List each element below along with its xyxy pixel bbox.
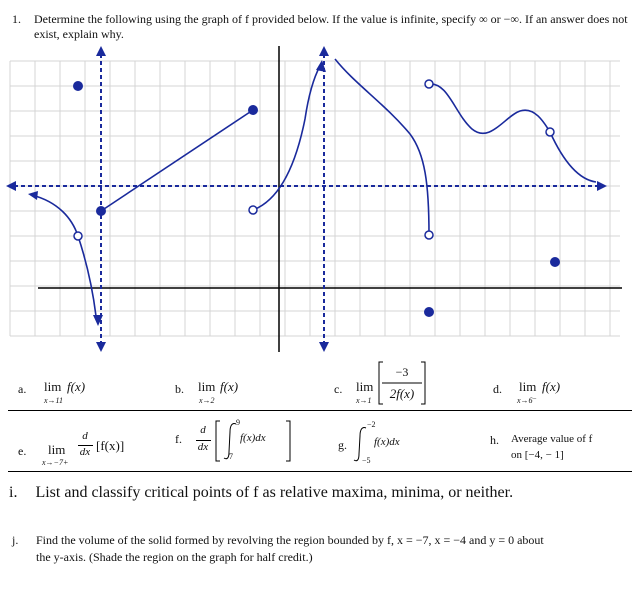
curve-piece-1 [32, 195, 96, 316]
closed-point [248, 105, 258, 115]
arrow-left [6, 181, 16, 191]
open-point [425, 231, 433, 239]
asymptotes [14, 54, 600, 344]
part-h-label: h. [490, 433, 499, 447]
question-j-line1: Find the volume of the solid formed by revolving the region bounded by f, x = −7, x = −4 and y = 0 about [36, 533, 544, 547]
part-c-den: 2f(x) [389, 386, 415, 401]
closed-point [73, 81, 83, 91]
part-e-label: e. [18, 444, 27, 458]
asymptote-arrows [6, 46, 607, 352]
question-text: Determine the following using the graph of f provided below. If the value is infinite, specify ∞ or −∞. If an answer does not exist, explain why. [34, 12, 628, 41]
points [73, 80, 560, 317]
part-a-expr: f(x) [67, 379, 86, 394]
part-f-expr: f(x)dx [240, 432, 266, 444]
part-f-dx: dx [197, 441, 209, 453]
part-d-sub: x→6⁻ [517, 396, 537, 405]
part-e-d: d [82, 430, 88, 442]
part-b-sub: x→2 [199, 396, 215, 405]
part-a-label: a. [18, 382, 27, 396]
arrow-right [597, 181, 607, 191]
part-g-upper: −2 [367, 420, 376, 429]
part-d-lim: lim [519, 379, 537, 394]
question-i [9, 484, 513, 502]
part-e-lim: lim [48, 442, 66, 457]
curve-piece-4 [335, 59, 429, 235]
question-j-label: j. [12, 533, 19, 547]
part-c-num: −3 [395, 365, 409, 379]
part-b-expr: f(x) [220, 379, 239, 394]
open-point [249, 206, 257, 214]
part-d-label: d. [493, 382, 502, 396]
open-point [74, 232, 82, 240]
function-graph [0, 44, 639, 359]
part-c-sub: x→1 [356, 396, 372, 405]
part-f-label: f. [175, 432, 182, 446]
arrow-up-left [96, 46, 106, 56]
part-a-lim: lim [44, 379, 62, 394]
part-e-expr: [f(x)] [96, 438, 125, 453]
question-i-text: List and classify critical points of f as relative maxima, minima, or neither. [35, 484, 514, 501]
question-number: 1. [12, 12, 21, 26]
function-curve [32, 59, 596, 316]
part-h-line2: on [−4, − 1] [511, 449, 564, 461]
part-g-expr: f(x)dx [374, 436, 400, 448]
curve-piece-5 [429, 84, 596, 182]
closed-point [550, 257, 560, 267]
question-i-label: i. [9, 484, 18, 501]
closed-point [96, 206, 106, 216]
part-g-label: g. [338, 438, 347, 452]
part-a-sub: x→11 [44, 396, 63, 405]
divider-1 [8, 410, 632, 411]
divider-2 [8, 471, 632, 472]
open-point [546, 128, 554, 136]
open-point [425, 80, 433, 88]
part-e-dx: dx [79, 446, 91, 458]
arrow-down-right [319, 342, 329, 352]
part-d-expr: f(x) [542, 379, 561, 394]
curve-arrow-left [28, 191, 38, 200]
part-c-lim: lim [356, 379, 374, 394]
part-b-lim: lim [198, 379, 216, 394]
question-j-line2: the y-axis. (Shade the region on the graph for half credit.) [36, 550, 313, 564]
part-b-label: b. [175, 382, 184, 396]
part-f-lower: 7 [229, 452, 233, 461]
arrow-down-left [96, 342, 106, 352]
part-f-upper: 9 [236, 418, 240, 427]
part-c-label: c. [334, 382, 343, 396]
part-f-d: d [200, 424, 206, 436]
part-g-lower: −5 [362, 456, 371, 465]
part-e-sub: x→−7+ [42, 458, 69, 467]
arrow-up-right [319, 46, 329, 56]
part-h-line1: Average value of f [511, 433, 593, 445]
closed-point [424, 307, 434, 317]
